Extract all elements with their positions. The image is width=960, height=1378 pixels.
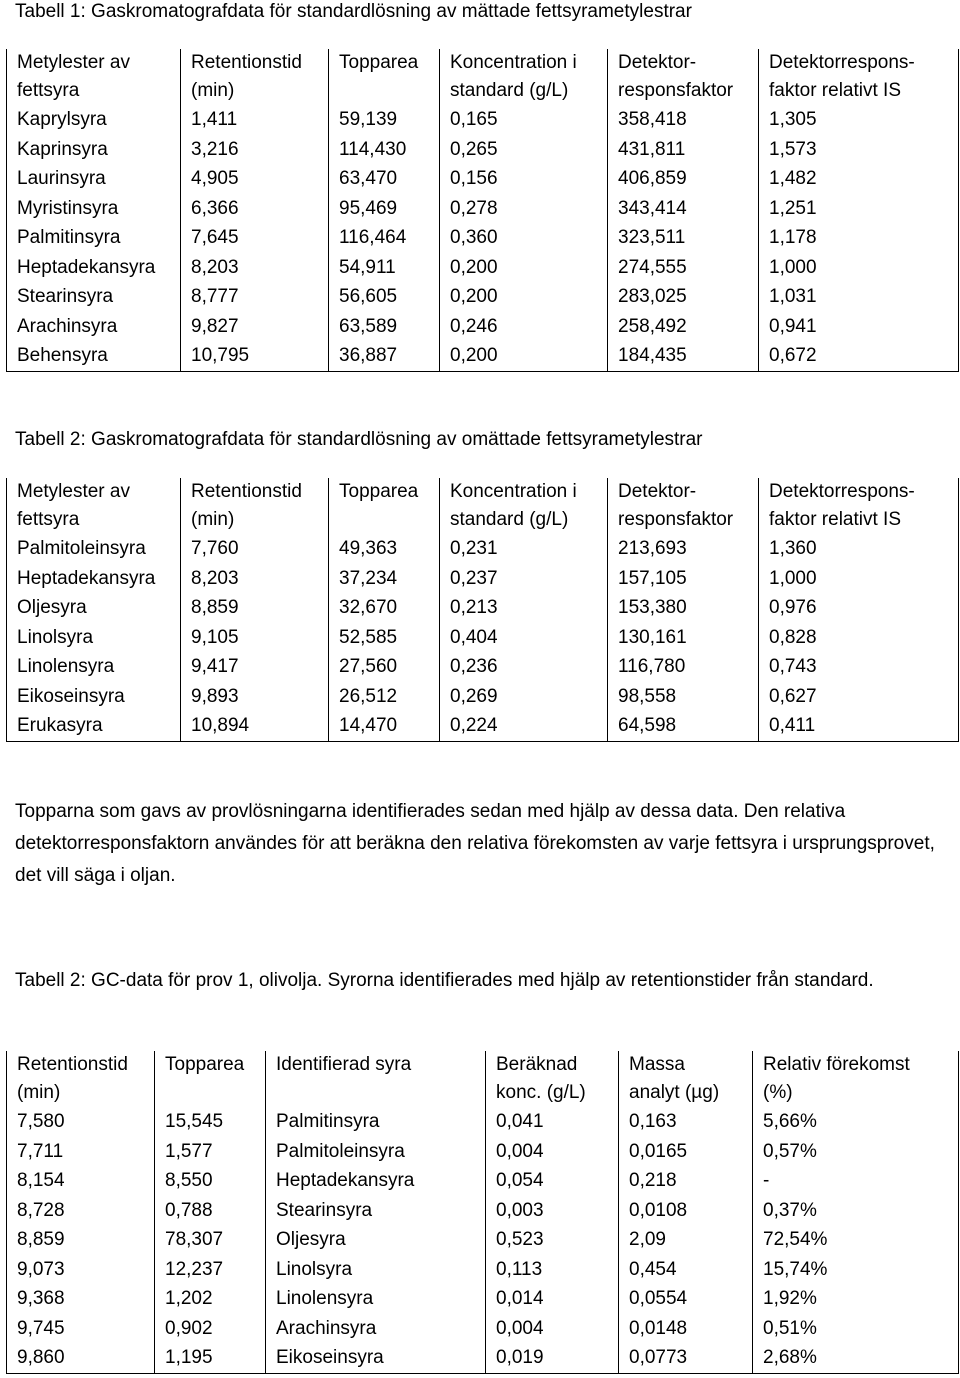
column-header (329, 49, 440, 105)
table-cell: 27,560 (329, 652, 440, 682)
table-cell: 9,893 (181, 682, 329, 712)
table-cell: 283,025 (608, 282, 759, 312)
table-cell: 8,728 (7, 1196, 155, 1226)
table-cell: 0,627 (759, 682, 959, 712)
table-cell: Heptadekansyra (266, 1166, 486, 1196)
table-cell: 78,307 (155, 1225, 266, 1255)
table-cell: 0,014 (486, 1284, 619, 1314)
table-row (7, 164, 959, 194)
header-line: (%) (763, 1082, 793, 1103)
table-cell: 0,411 (759, 711, 959, 741)
table-cell: Linolensyra (7, 652, 181, 682)
table-cell: 406,859 (608, 164, 759, 194)
table-cell: 0,404 (440, 623, 608, 653)
table-row (7, 623, 959, 653)
table-cell: 0,246 (440, 312, 608, 342)
table-row (7, 652, 959, 682)
table-cell: 0,828 (759, 623, 959, 653)
table-cell: 0,054 (486, 1166, 619, 1196)
table-cell: Linolensyra (266, 1284, 486, 1314)
header-line: standard (g/L) (450, 80, 569, 101)
table-cell: 0,0773 (619, 1343, 753, 1373)
header-row (7, 478, 959, 534)
table1 (6, 49, 959, 372)
table-cell: 1,031 (759, 282, 959, 312)
table-cell: 8,550 (155, 1166, 266, 1196)
column-header (7, 1051, 155, 1107)
header-line (339, 77, 433, 105)
column-header (759, 478, 959, 534)
table-cell: 3,216 (181, 135, 329, 165)
header-line: standard (g/L) (450, 509, 569, 530)
table-cell: Stearinsyra (266, 1196, 486, 1226)
header-line: konc. (g/L) (496, 1082, 586, 1103)
table-cell: 1,251 (759, 194, 959, 224)
header-line: Identifierad syra (276, 1054, 412, 1075)
table-cell: 9,105 (181, 623, 329, 653)
table-cell: Erukasyra (7, 711, 181, 741)
table-row (7, 1137, 959, 1167)
table-cell: 1,195 (155, 1343, 266, 1373)
column-header (155, 1051, 266, 1107)
table-cell: 0,213 (440, 593, 608, 623)
table-cell: 0,0165 (619, 1137, 753, 1167)
table-row (7, 282, 959, 312)
header-line: fettsyra (17, 80, 80, 101)
table-cell: 49,363 (329, 534, 440, 564)
table-cell: 32,670 (329, 593, 440, 623)
table-cell: 0,163 (619, 1107, 753, 1137)
table-cell: - (753, 1166, 959, 1196)
table-cell: 7,711 (7, 1137, 155, 1167)
table-cell: 130,161 (608, 623, 759, 653)
table-cell: Arachinsyra (266, 1314, 486, 1344)
table-cell: 323,511 (608, 223, 759, 253)
table-cell: 7,580 (7, 1107, 155, 1137)
header-line: Detektor- (618, 481, 697, 502)
table-cell: Palmitinsyra (7, 223, 181, 253)
table1-caption: Tabell 1: Gaskromatografdata för standardlösning av mättade fettsyrametylestrar (15, 1, 692, 22)
table-cell: 15,545 (155, 1107, 266, 1137)
table-cell: 72,54% (753, 1225, 959, 1255)
table-cell: 1,360 (759, 534, 959, 564)
table-cell: Stearinsyra (7, 282, 181, 312)
table-cell: 7,645 (181, 223, 329, 253)
header-line: Relativ förekomst (763, 1054, 910, 1075)
column-header (329, 478, 440, 534)
header-line: Retentionstid (191, 52, 302, 73)
table-cell: 0,004 (486, 1314, 619, 1344)
table-cell: 358,418 (608, 105, 759, 135)
table-row (7, 1343, 959, 1373)
table-row (7, 341, 959, 371)
table-row (7, 105, 959, 135)
table-row (7, 194, 959, 224)
table-cell: 0,156 (440, 164, 608, 194)
table-cell: 1,305 (759, 105, 959, 135)
table-cell: Palmitoleinsyra (7, 534, 181, 564)
table-cell: 0,003 (486, 1196, 619, 1226)
table-cell: Eikoseinsyra (266, 1343, 486, 1373)
table-cell: 1,000 (759, 253, 959, 283)
table-cell: 12,237 (155, 1255, 266, 1285)
table-cell: 0,37% (753, 1196, 959, 1226)
table-cell: 0,237 (440, 564, 608, 594)
column-header (7, 478, 181, 534)
table3-caption: Tabell 2: GC-data för prov 1, olivolja. Syrorna identifierades med hjälp av retentionstider från standard. (15, 970, 874, 991)
column-header (619, 1051, 753, 1107)
table-cell: 9,417 (181, 652, 329, 682)
table-cell: 1,482 (759, 164, 959, 194)
header-line: responsfaktor (618, 509, 734, 530)
table-cell: 1,202 (155, 1284, 266, 1314)
header-line: Topparea (165, 1054, 245, 1075)
table-row (7, 711, 959, 741)
table-cell: 0,236 (440, 652, 608, 682)
table-cell: 431,811 (608, 135, 759, 165)
table-cell: Oljesyra (266, 1225, 486, 1255)
table-cell: 8,777 (181, 282, 329, 312)
table-cell: 2,09 (619, 1225, 753, 1255)
table-cell: Heptadekansyra (7, 253, 181, 283)
header-line: Detektorrespons- (769, 52, 915, 73)
table-cell: 6,366 (181, 194, 329, 224)
column-header (608, 478, 759, 534)
header-line: faktor relativt IS (769, 509, 901, 530)
table-cell: 10,795 (181, 341, 329, 371)
table-cell: 0,218 (619, 1166, 753, 1196)
table-cell: 0,57% (753, 1137, 959, 1167)
table-cell: 1,577 (155, 1137, 266, 1167)
table-cell: 9,745 (7, 1314, 155, 1344)
table3 (6, 1051, 959, 1374)
table-cell: 0,743 (759, 652, 959, 682)
table-cell: 0,523 (486, 1225, 619, 1255)
table-cell: 26,512 (329, 682, 440, 712)
table-cell: 0,200 (440, 282, 608, 312)
header-line: Retentionstid (17, 1054, 128, 1075)
table-cell: Behensyra (7, 341, 181, 371)
table-cell: 0,004 (486, 1137, 619, 1167)
header-line: Topparea (339, 52, 419, 73)
table-cell: 5,66% (753, 1107, 959, 1137)
table-cell: 64,598 (608, 711, 759, 741)
body-paragraph: Topparna som gavs av provlösningarna identifierades sedan med hjälp av dessa data. Den relativa detektorresponsfaktorn användes för att beräkna den relativa förekomsten av varje fettsyra i ursprungsprovet, det vill säga i oljan. (15, 801, 935, 886)
table-cell: 56,605 (329, 282, 440, 312)
table-row (7, 1166, 959, 1196)
header-line: fettsyra (17, 509, 80, 530)
table-row (7, 1107, 959, 1137)
table-cell: 8,203 (181, 253, 329, 283)
table-cell: 0,902 (155, 1314, 266, 1344)
header-line: Detektor- (618, 52, 697, 73)
header-line (165, 1079, 259, 1107)
header-line: (min) (191, 80, 235, 101)
header-row (7, 1051, 959, 1107)
table-cell: 0,224 (440, 711, 608, 741)
header-line: Topparea (339, 481, 419, 502)
table-row (7, 135, 959, 165)
table-cell: Palmitoleinsyra (266, 1137, 486, 1167)
column-header (181, 478, 329, 534)
header-line: Koncentration i (450, 481, 577, 502)
header-row (7, 49, 959, 105)
header-line: Retentionstid (191, 481, 302, 502)
table-cell: Kaprinsyra (7, 135, 181, 165)
column-header (181, 49, 329, 105)
table-row (7, 312, 959, 342)
table-cell: 1,411 (181, 105, 329, 135)
table-row (7, 1255, 959, 1285)
table-cell: 0,0554 (619, 1284, 753, 1314)
header-line: (min) (191, 509, 235, 530)
header-line (339, 506, 433, 534)
table-cell: 0,019 (486, 1343, 619, 1373)
table-cell: 0,231 (440, 534, 608, 564)
table-cell: Heptadekansyra (7, 564, 181, 594)
table-cell: Linolsyra (7, 623, 181, 653)
table-cell: 9,860 (7, 1343, 155, 1373)
table-row (7, 534, 959, 564)
header-line (276, 1079, 479, 1107)
table-row (7, 564, 959, 594)
table-cell: 7,760 (181, 534, 329, 564)
table2 (6, 478, 959, 742)
table-cell: 0,269 (440, 682, 608, 712)
table-cell: 0,200 (440, 253, 608, 283)
header-line: (min) (17, 1082, 61, 1103)
table-cell: 8,859 (181, 593, 329, 623)
table-cell: 184,435 (608, 341, 759, 371)
table-cell: 52,585 (329, 623, 440, 653)
table-cell: 0,041 (486, 1107, 619, 1137)
column-header (759, 49, 959, 105)
header-line: Massa (629, 1054, 685, 1075)
table-cell: Myristinsyra (7, 194, 181, 224)
table-cell: 15,74% (753, 1255, 959, 1285)
table-cell: 0,454 (619, 1255, 753, 1285)
header-line: Beräknad (496, 1054, 578, 1075)
table-cell: 0,360 (440, 223, 608, 253)
table-cell: Oljesyra (7, 593, 181, 623)
column-header (7, 49, 181, 105)
table-cell: 0,51% (753, 1314, 959, 1344)
table-cell: 114,430 (329, 135, 440, 165)
header-line: Metylester av (17, 52, 130, 73)
table-cell: 9,368 (7, 1284, 155, 1314)
table-row (7, 223, 959, 253)
table-cell: Palmitinsyra (266, 1107, 486, 1137)
table-cell: Kaprylsyra (7, 105, 181, 135)
table-cell: 1,178 (759, 223, 959, 253)
table-row (7, 1196, 959, 1226)
column-header (440, 49, 608, 105)
table-cell: 2,68% (753, 1343, 959, 1373)
table-cell: 213,693 (608, 534, 759, 564)
table-cell: 8,203 (181, 564, 329, 594)
table-cell: 1,000 (759, 564, 959, 594)
table-row (7, 682, 959, 712)
header-line: responsfaktor (618, 80, 734, 101)
header-line: Detektorrespons- (769, 481, 915, 502)
header-line: Koncentration i (450, 52, 577, 73)
table-cell: 95,469 (329, 194, 440, 224)
table-cell: 0,200 (440, 341, 608, 371)
table-cell: 0,941 (759, 312, 959, 342)
table-cell: 0,278 (440, 194, 608, 224)
table-cell: 116,464 (329, 223, 440, 253)
table-cell: 36,887 (329, 341, 440, 371)
table-cell: Laurinsyra (7, 164, 181, 194)
table-cell: 153,380 (608, 593, 759, 623)
table-cell: 10,894 (181, 711, 329, 741)
table-cell: Eikoseinsyra (7, 682, 181, 712)
table-cell: 1,92% (753, 1284, 959, 1314)
table-cell: 59,139 (329, 105, 440, 135)
table-cell: 54,911 (329, 253, 440, 283)
table-cell: 274,555 (608, 253, 759, 283)
table-cell: 0,113 (486, 1255, 619, 1285)
table-cell: 0,788 (155, 1196, 266, 1226)
header-line: analyt (µg) (629, 1082, 720, 1103)
table-cell: 258,492 (608, 312, 759, 342)
table-cell: 0,0108 (619, 1196, 753, 1226)
table-cell: 0,265 (440, 135, 608, 165)
table-cell: 63,589 (329, 312, 440, 342)
table-cell: 116,780 (608, 652, 759, 682)
table-row (7, 1314, 959, 1344)
table-cell: Arachinsyra (7, 312, 181, 342)
table-cell: 0,976 (759, 593, 959, 623)
table-cell: 37,234 (329, 564, 440, 594)
table2-caption: Tabell 2: Gaskromatografdata för standardlösning av omättade fettsyrametylestrar (15, 429, 703, 450)
table-row (7, 593, 959, 623)
column-header (608, 49, 759, 105)
column-header (440, 478, 608, 534)
table-cell: 1,573 (759, 135, 959, 165)
column-header (753, 1051, 959, 1107)
table-cell: Linolsyra (266, 1255, 486, 1285)
table-cell: 343,414 (608, 194, 759, 224)
table-row (7, 253, 959, 283)
table-cell: 0,0148 (619, 1314, 753, 1344)
table-row (7, 1225, 959, 1255)
table-cell: 8,154 (7, 1166, 155, 1196)
table-cell: 8,859 (7, 1225, 155, 1255)
table-cell: 9,827 (181, 312, 329, 342)
header-line: faktor relativt IS (769, 80, 901, 101)
table-cell: 0,165 (440, 105, 608, 135)
table-cell: 98,558 (608, 682, 759, 712)
column-header (486, 1051, 619, 1107)
table-cell: 14,470 (329, 711, 440, 741)
table-cell: 63,470 (329, 164, 440, 194)
table-cell: 157,105 (608, 564, 759, 594)
table-cell: 9,073 (7, 1255, 155, 1285)
table-cell: 0,672 (759, 341, 959, 371)
header-line: Metylester av (17, 481, 130, 502)
column-header (266, 1051, 486, 1107)
table-cell: 4,905 (181, 164, 329, 194)
table-row (7, 1284, 959, 1314)
